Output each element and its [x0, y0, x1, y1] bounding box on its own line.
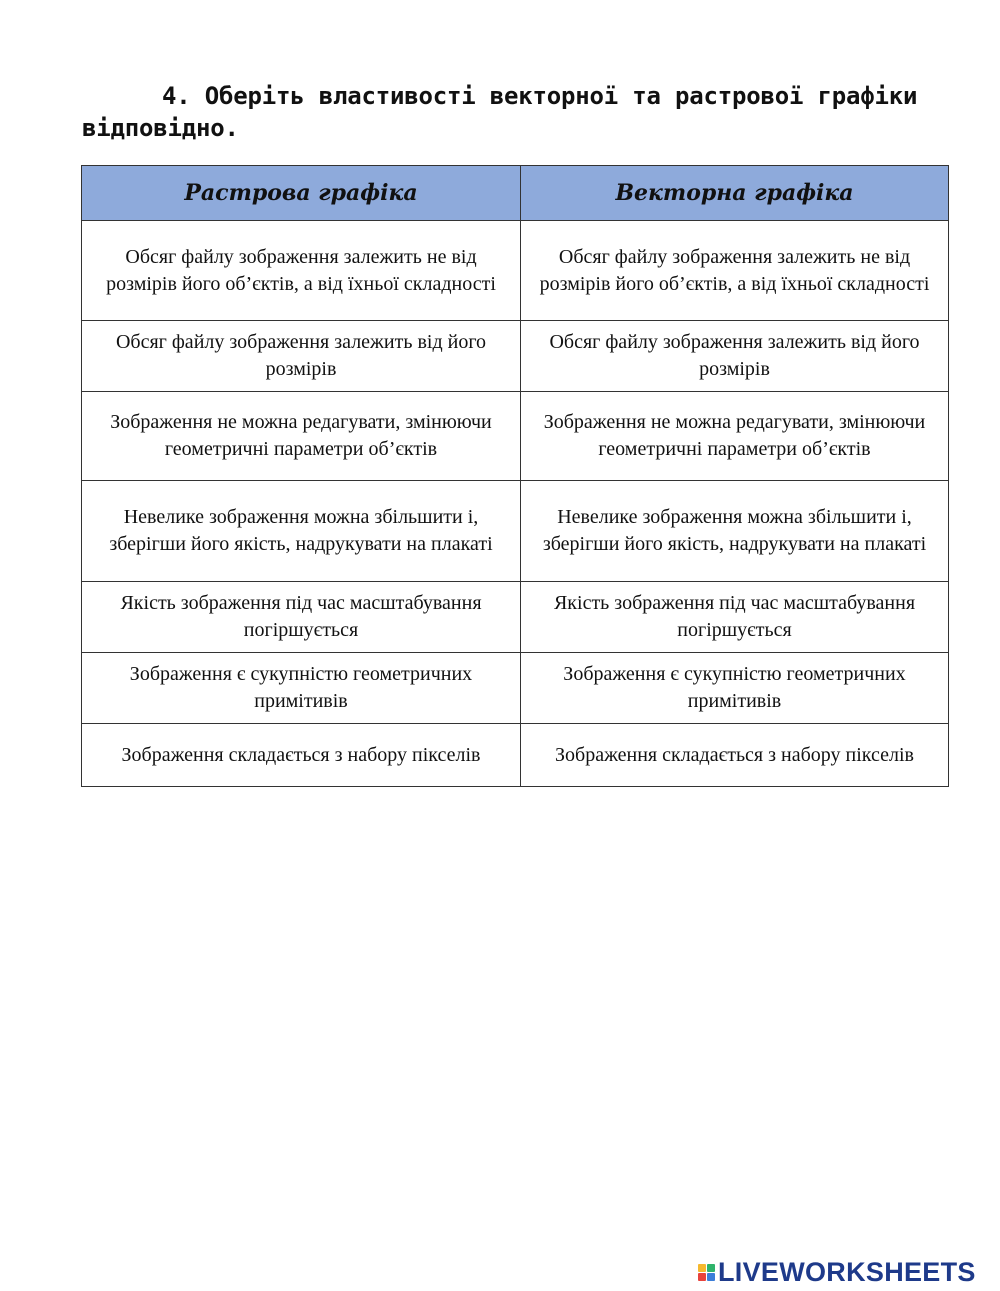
properties-table: [81, 165, 949, 787]
raster-cell[interactable]: Обсяг файлу зображення залежить від його розмірів: [82, 321, 521, 392]
table-row: [82, 582, 949, 653]
vector-cell[interactable]: Якість зображення під час масштабування погіршується: [521, 582, 949, 653]
logo-square: [698, 1264, 706, 1272]
table-header-row: [82, 166, 949, 221]
raster-cell[interactable]: Зображення є сукупністю геометричних примітивів: [82, 653, 521, 724]
table-row: [82, 653, 949, 724]
table-row: [82, 481, 949, 582]
logo-square: [707, 1273, 715, 1281]
header-raster: Растрова графіка: [82, 166, 521, 221]
logo-mark-icon: [698, 1264, 715, 1281]
raster-cell[interactable]: Зображення не можна редагувати, змінюючи геометричні параметри об’єктів: [82, 392, 521, 481]
vector-cell[interactable]: Обсяг файлу зображення залежить від його розмірів: [521, 321, 949, 392]
vector-cell[interactable]: Зображення є сукупністю геометричних примітивів: [521, 653, 949, 724]
table-row: [82, 724, 949, 787]
table-row: [82, 221, 949, 321]
raster-cell[interactable]: Якість зображення під час масштабування погіршується: [82, 582, 521, 653]
vector-cell[interactable]: Зображення не можна редагувати, змінюючи геометричні параметри об’єктів: [521, 392, 949, 481]
raster-cell[interactable]: Обсяг файлу зображення залежить не від розмірів його об’єктів, а від їхньої складності: [82, 221, 521, 321]
logo-text: LIVEWORKSHEETS: [718, 1256, 976, 1287]
table-row: [82, 392, 949, 481]
table-row: [82, 321, 949, 392]
vector-cell[interactable]: Зображення складається з набору пікселів: [521, 724, 949, 787]
raster-cell[interactable]: Невелике зображення можна збільшити і, зберігши його якість, надрукувати на плакаті: [82, 481, 521, 582]
liveworksheets-logo[interactable]: [698, 1257, 976, 1287]
raster-cell[interactable]: Зображення складається з набору пікселів: [82, 724, 521, 787]
logo-square: [698, 1273, 706, 1281]
vector-cell[interactable]: Обсяг файлу зображення залежить не від розмірів його об’єктів, а від їхньої складності: [521, 221, 949, 321]
header-vector: Векторна графіка: [521, 166, 949, 221]
logo-square: [707, 1264, 715, 1272]
task-title: 4. Оберіть властивості векторної та растрової графіки відповідно.: [82, 82, 918, 142]
vector-cell[interactable]: Невелике зображення можна збільшити і, зберігши його якість, надрукувати на плакаті: [521, 481, 949, 582]
